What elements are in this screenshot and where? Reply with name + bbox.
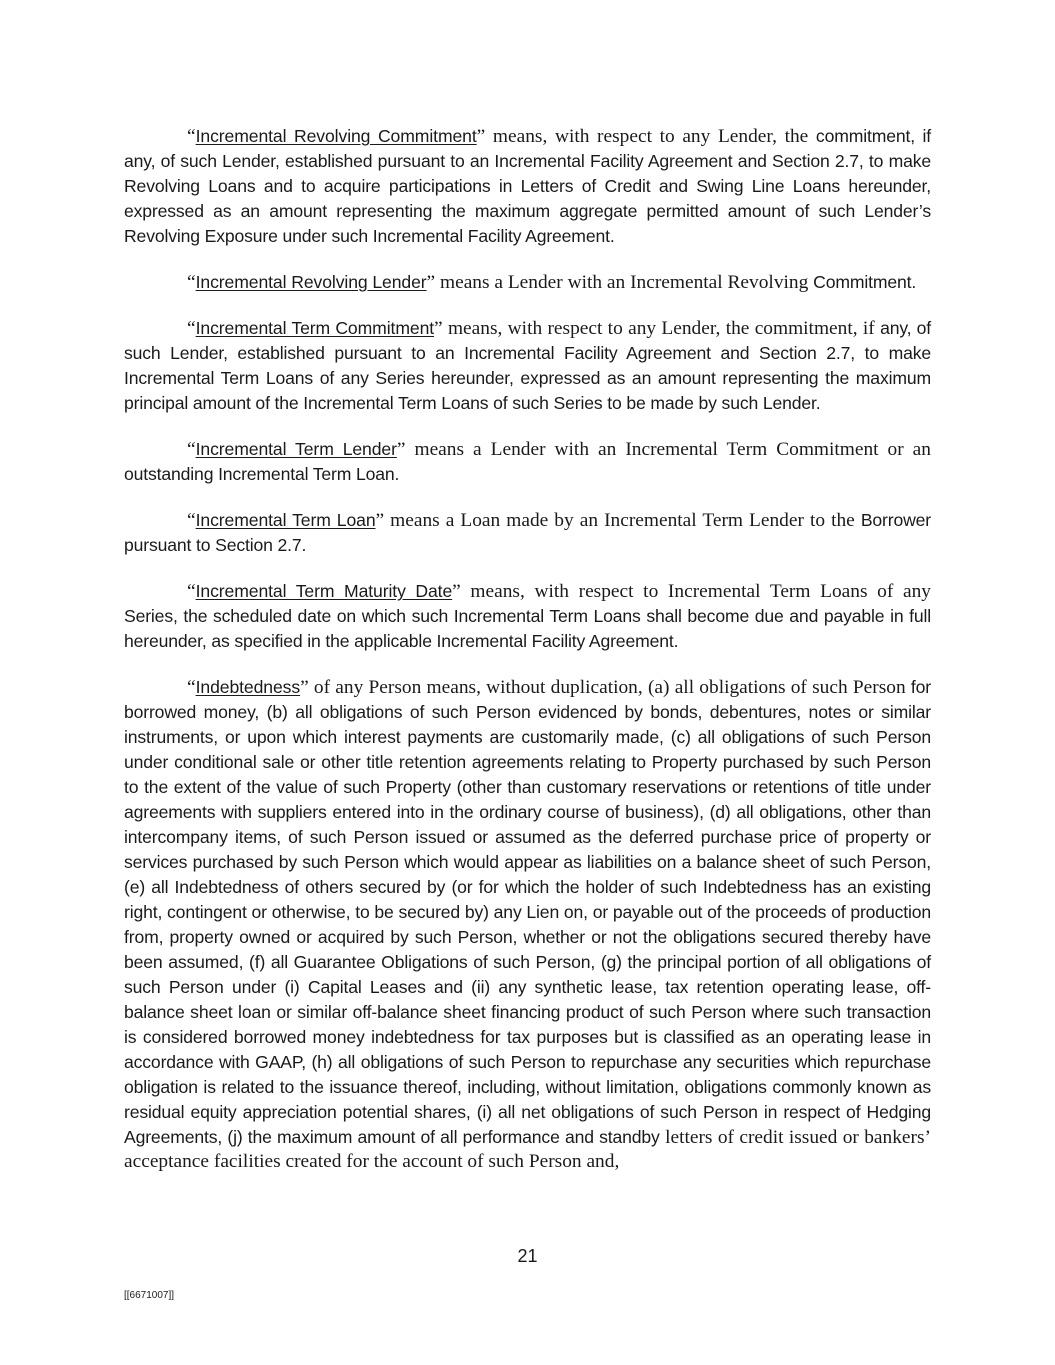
page-number: 21 xyxy=(517,1246,538,1266)
definition-lead: ” means a Loan made by an Incremental Term Lender to the xyxy=(375,510,855,531)
definition-incremental-term-maturity-date xyxy=(124,579,931,654)
definition-body: Series, the scheduled date on which such Incremental Term Loans shall become due and payable in full hereunder, as specified in the applicable Incremental Facility Agreement. xyxy=(124,606,931,651)
definition-indebtedness xyxy=(124,675,931,1174)
document-page xyxy=(124,124,931,1195)
open-quote: “ xyxy=(187,581,196,602)
definition-body: Commitment. xyxy=(813,272,917,292)
definition-incremental-term-loan xyxy=(124,508,931,558)
definition-body: any, of such Lender, established pursuant to an Incremental Facility Agreement and Section 2.7, to make Incremental Term Loans of any Series hereunder, expressed as an amount representing the maximum principal amount of the Incremental Term Loans of such Series to be made by such Lender. xyxy=(124,318,931,413)
open-quote: “ xyxy=(187,272,196,293)
defined-term: Incremental Term Maturity Date xyxy=(195,581,453,601)
defined-term: Incremental Revolving Commitment xyxy=(195,126,477,146)
definition-lead: ” means a Lender with an Incremental Revolving xyxy=(426,272,809,293)
definition-tail: letters of credit issued or bankers’ acceptance facilities created for the account of such Person and, xyxy=(124,1127,931,1172)
definition-lead: ” means a Lender with an Incremental Term Commitment or an xyxy=(396,439,931,460)
definition-lead: ” of any Person means, without duplication, (a) all obligations of such Person xyxy=(300,677,906,698)
definition-body: for borrowed money, (b) all obligations of such Person evidenced by bonds, debentures, notes or similar instruments, or upon which interest payments are customarily made, (c) all obligations of such Person under conditional sale or other title retention agreements relating to Property purchased by such Person to the extent of the value of such Property (other than customary reservations or retentions of title under agreements with suppliers entered into in the ordinary course of business), (d) all obligations, other than intercompany items, of such Person issued or assumed as the deferred purchase price of property or services purchased by such Person which would appear as liabilities on a balance sheet of such Person, (e) all Indebtedness of others secured by (or for which the holder of such Indebtedness has an existing right, contingent or otherwise, to be secured by) any Lien on, or payable out of the proceeds of production from, property owned or acquired by such Person, whether or not the obligations secured thereby have been assumed, (f) all Guarantee Obligations of such Person, (g) the principal portion of all obligations of such Person under (i) Capital Leases and (ii) any synthetic lease, tax retention operating lease, off-balance sheet loan or similar off-balance sheet financing product of such Person where such transaction is considered borrowed money indebtedness for tax purposes but is classified as an operating lease in accordance with GAAP, (h) all obligations of such Person to repurchase any securities which repurchase obligation is related to the issuance thereof, including, without limitation, obligations commonly known as residual equity appreciation potential shares, (i) all net obligations of such Person in respect of Hedging Agreements, (j) the maximum amount of all performance and standby xyxy=(124,677,931,1147)
defined-term: Incremental Revolving Lender xyxy=(195,272,427,292)
defined-term: Indebtedness xyxy=(195,677,301,697)
open-quote: “ xyxy=(187,126,196,147)
defined-term: Incremental Term Commitment xyxy=(195,318,435,338)
open-quote: “ xyxy=(187,510,196,531)
defined-term: Incremental Term Loan xyxy=(195,510,376,530)
document-id: [[6671007]] xyxy=(124,1290,175,1301)
definition-incremental-revolving-commitment xyxy=(124,124,931,249)
definition-body: commitment, if any, of such Lender, established pursuant to an Incremental Facility Agreement and Section 2.7, to make Revolving Loans and to acquire participations in Letters of Credit and Swing Line Loans hereunder, expressed as an amount representing the maximum aggregate permitted amount of such Lender’s Revolving Exposure under such Incremental Facility Agreement. xyxy=(124,126,931,246)
defined-term: Incremental Term Lender xyxy=(195,439,397,459)
definition-body: outstanding Incremental Term Loan. xyxy=(124,464,400,484)
open-quote: “ xyxy=(187,318,196,339)
open-quote: “ xyxy=(187,677,196,698)
definition-lead: ” means, with respect to Incremental Term Loans of any xyxy=(452,581,931,602)
open-quote: “ xyxy=(187,439,196,460)
definition-lead: ” means, with respect to any Lender, the commitment, if xyxy=(434,318,875,339)
definition-incremental-term-lender xyxy=(124,437,931,487)
definition-body: Borrower pursuant to Section 2.7. xyxy=(124,510,931,555)
definition-incremental-term-commitment xyxy=(124,316,931,416)
definition-lead: ” means, with respect to any Lender, the xyxy=(476,126,809,147)
definition-incremental-revolving-lender xyxy=(124,270,931,295)
